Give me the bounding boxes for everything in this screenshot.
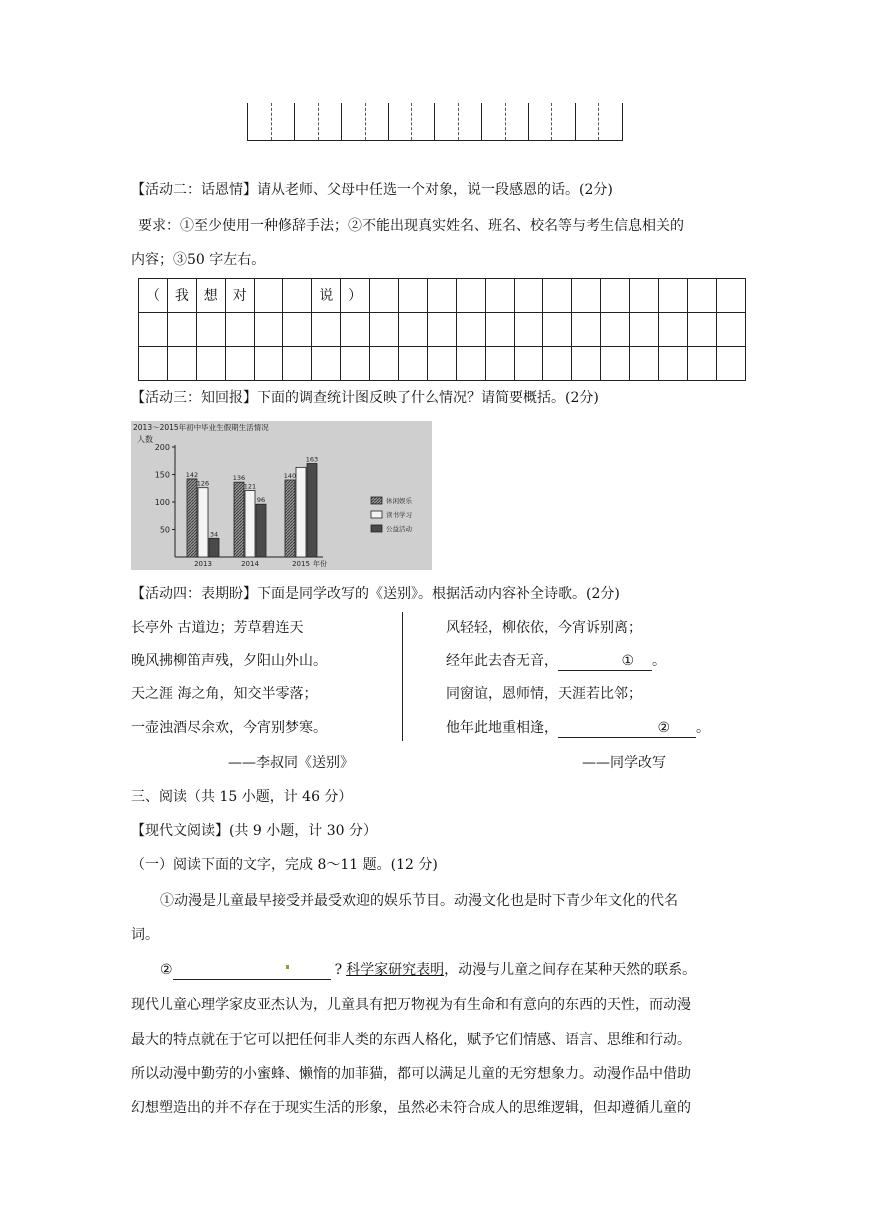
paragraph-2-line: 最大的特点就在于它可以把任何非人类的东西人格化，赋予它们情感、语言、思维和行动。 [131,1032,691,1048]
answer-grid-row [139,279,746,313]
grid-cell: ） [341,279,370,313]
poem-left-line: 天之涯 海之角，知交半零落； [131,686,318,702]
legend-label: 公益活动 [386,525,412,533]
reading-section-title: 三、阅读（共 15 小题，计 46 分） [131,789,353,805]
fill-blank-2[interactable]: ② [558,719,696,738]
bar [285,480,295,557]
poem-right-line-blank2: 他年此地重相逢， ② 。 [446,720,710,736]
chart-title: 2013～2015年初中毕业生假期生活情况 [133,423,269,432]
poem-right-line: 风轻轻，柳依依，今宵诉别离； [446,620,642,636]
bar-value-label: 136 [232,474,246,483]
poem-divider [402,612,403,741]
grid-cell [456,279,485,313]
paragraph-2-line: 现代儿童心理学家皮亚杰认为，儿童具有把万物视为有生命和有意向的东西的天性，而动漫 [131,997,691,1013]
grid-cell: 对 [225,279,254,313]
bar-value-label: 96 [256,496,266,505]
modern-reading-heading: 【现代文阅读】(共 9 小题，计 30 分） [131,823,377,839]
part1-instruction: （一）阅读下面的文字，完成 8～11 题。(12 分) [131,857,438,873]
bar [307,464,317,558]
grid-cell [399,279,428,313]
bar-value-label: 126 [196,479,210,488]
grid-cell: 我 [167,279,196,313]
bar-value-label: 163 [305,455,319,464]
activity3-heading: 【活动三：知回报】下面的调查统计图反映了什么情况？请简要概括。(2分) [131,390,599,406]
poem-left-line: 长亭外 古道边；芳草碧连天 [131,620,304,636]
activity2-requirement-2: 内容；③50 字左右。 [131,252,266,268]
bar [296,467,306,557]
grid-cell [485,279,514,313]
paragraph-2-line: 所以动漫中勤劳的小蜜蜂、懒惰的加菲猫，都可以满足儿童的无穷想象力。动漫作品中借助 [131,1066,691,1082]
bar [234,482,244,557]
paragraph-1-line: 词。 [131,927,159,943]
bar [187,479,197,557]
activity2-requirement-1: 要求：①至少使用一种修辞手法；②不能出现真实姓名、班名、校名等与考生信息相关的 [138,218,684,234]
grid-cell: 想 [196,279,225,313]
grid-cell [630,279,659,313]
legend-label: 休闲娱乐 [386,497,412,505]
bar [245,490,255,557]
writing-grid-top [247,103,623,141]
poem-right-credit: ——同学改写 [582,755,666,771]
grid-cell: （ [139,279,168,313]
grid-cell [543,279,572,313]
bar-value-label: 34 [209,530,219,539]
legend-swatch [371,525,382,532]
grid-cell [659,279,688,313]
poem-right-line: 同窗谊，恩师情，天涯若比邻； [446,686,642,702]
y-axis-label: 人数 [137,435,153,444]
answer-grid-row [139,347,746,381]
grid-cell [687,279,716,313]
x-axis-label: 年份 [313,560,327,568]
poem-right-line-blank1: 经年此去杳无音， ① 。 [446,653,666,669]
legend-swatch [371,511,382,518]
chart-svg [131,421,432,570]
paragraph-1-line: ①动漫是儿童最早接受并最受欢迎的娱乐节目。动漫文化也是时下青少年文化的代名 [160,893,678,909]
bar-value-label: 142 [185,470,199,479]
answer-grid[interactable] [138,278,746,381]
paragraph-2-line: 幻想塑造出的并不存在于现实生活的形象，虽然必未符合成人的思维逻辑，但却遵循儿童的 [131,1100,691,1116]
bar-value-label: 140 [283,472,297,480]
paragraph-2-blank[interactable] [173,961,331,980]
legend-label: 读书学习 [386,511,412,519]
legend-swatch [371,497,382,504]
y-tick-label: 50 [159,525,170,535]
fill-blank-1[interactable]: ① [558,652,652,671]
bar [209,538,219,557]
bar-value-label: 121 [243,482,257,491]
x-tick-label: 2015 [292,560,310,568]
poem-left-credit: ——李叔同《送别》 [228,755,354,771]
x-tick-label: 2014 [241,560,259,568]
underlined-phrase: 科学家研究表明 [346,962,445,978]
grid-cell [601,279,630,313]
bar [256,504,266,557]
grid-cell [254,279,283,313]
grid-cell [514,279,543,313]
poem-left-line: 晚风拂柳笛声残，夕阳山外山。 [131,653,327,669]
activity2-heading: 【活动二：话恩情】请从老师、父母中任选一个对象，说一段感恩的话。(2分) [131,182,613,198]
survey-bar-chart [131,421,432,570]
paragraph-2-first-line: ② ? 科学家研究表明，动漫与儿童之间存在某种天然的联系。 [160,962,697,978]
x-tick-label: 2013 [194,560,212,568]
y-tick-label: 150 [154,470,170,480]
grid-cell [572,279,601,313]
grid-cell [283,279,312,313]
activity4-heading: 【活动四：表期盼】下面是同学改写的《送别》。根据活动内容补全诗歌。(2分) [131,586,620,602]
grid-cell [370,279,399,313]
grid-cell: 说 [312,279,341,313]
y-tick-label: 200 [154,443,170,452]
answer-grid-row [139,313,746,347]
grid-cell [716,279,745,313]
grid-cell [427,279,456,313]
y-tick-label: 100 [154,498,170,507]
bar [198,488,208,557]
poem-left-line: 一壶浊酒尽余欢，今宵别梦寒。 [131,720,327,736]
